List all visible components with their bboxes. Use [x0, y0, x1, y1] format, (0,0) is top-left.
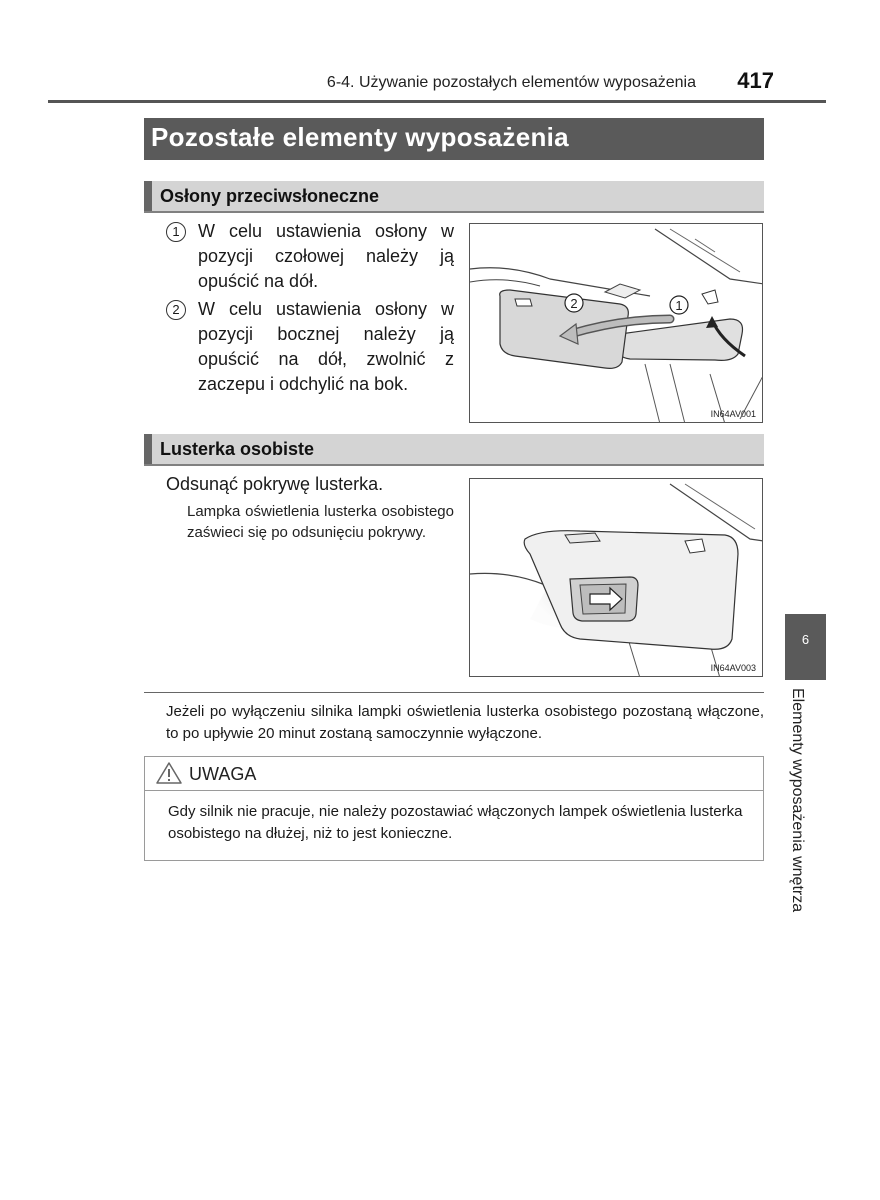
info-note: Jeżeli po wyłączeniu silnika lampki oświetlenia lusterka osobistego pozostaną włączone, to po upływie 20 minut zostaną samoczynnie wyłączone. [166, 703, 764, 742]
sun-visor-illustration [470, 224, 763, 423]
figure-code-1: IN64AV001 [710, 409, 756, 419]
mirror-note: Lampka oświetlenia lusterka osobistego zaświeci się po odsunięciu pokrywy. [187, 503, 454, 541]
step-1 [166, 219, 454, 294]
warning-box [144, 756, 764, 861]
figure-code-2: IN64AV003 [710, 663, 756, 673]
section-heading-sun-visors: Osłony przeciwsłoneczne [144, 181, 764, 213]
step-text-1: W celu ustawienia osłony w pozycji czołowej należy ją opuścić na dół. [198, 221, 454, 291]
note-rule [144, 692, 764, 693]
chapter-tab: 6 [785, 614, 826, 680]
header-title: 6-4. Używanie pozostałych elementów wyposażenia [326, 74, 696, 91]
callout-1-label: 1 [675, 298, 683, 313]
warning-header [145, 757, 763, 791]
section-heading-vanity-mirrors: Lusterka osobiste [144, 434, 764, 466]
vanity-mirror-illustration [470, 479, 763, 677]
vanity-mirror-figure [469, 478, 763, 677]
step-text-2: W celu ustawienia osłony w pozycji bocznej należy ją opuścić na dół, zwolnić z zaczepu i odchylić na bok. [198, 299, 454, 394]
callout-2-label: 2 [570, 296, 578, 311]
page-number: 417 [737, 68, 774, 93]
warning-text: Gdy silnik nie pracuje, nie należy pozostawiać włączonych lampek oświetlenia lusterka osobistego na dłużej, niż to jest konieczne. [168, 803, 743, 842]
step-number-2: 2 [166, 300, 186, 320]
warning-label: UWAGA [189, 764, 257, 784]
header-rule [48, 100, 826, 103]
step-2 [166, 297, 454, 397]
sun-visor-figure [469, 223, 763, 423]
warning-triangle-icon [155, 761, 183, 785]
step-number-1: 1 [166, 222, 186, 242]
chapter-side-title: Elementy wyposażenia wnętrza [789, 688, 806, 913]
mirror-instruction: Odsunąć pokrywę lusterka. [166, 474, 384, 494]
page-title: Pozostałe elementy wyposażenia [144, 118, 764, 160]
